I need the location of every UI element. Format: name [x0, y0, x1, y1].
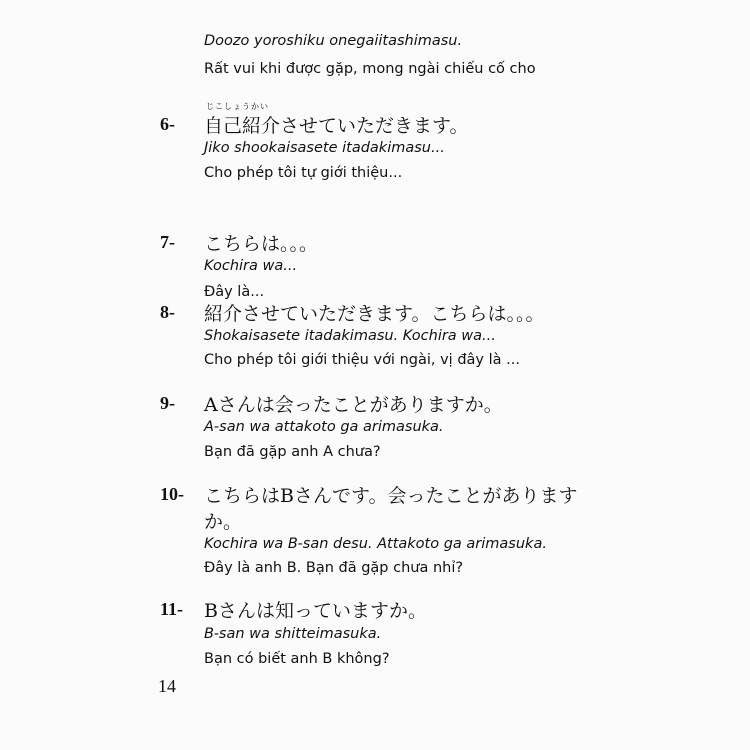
romaji-text: Shokaisasete itadakimasu. Kochira wa... — [204, 328, 496, 344]
romaji-text: A-san wa attakoto ga arimasuka. — [204, 419, 444, 435]
entry-number: 9- — [160, 393, 175, 413]
entry-number: 6- — [160, 114, 175, 134]
romaji-text: Jiko shookaisasete itadakimasu... — [204, 140, 445, 156]
entry-number: 11- — [160, 599, 184, 619]
vietnamese-text: Cho phép tôi tự giới thiệu... — [204, 165, 403, 181]
japanese-text: こちらは。。。 — [204, 233, 319, 255]
entry-number: 10- — [160, 484, 184, 504]
entry-number: 8- — [160, 302, 175, 322]
vietnamese-text: Bạn đã gặp anh A chưa? — [204, 444, 381, 460]
japanese-text: Aさんは会ったことがありますか。 — [204, 394, 503, 416]
furigana: じこしょうかい — [206, 102, 269, 111]
romaji-text: B-san wa shitteimasuka. — [204, 626, 382, 642]
vietnamese-text: Đây là anh B. Bạn đã gặp chưa nhỉ? — [204, 560, 464, 576]
vietnamese-text: Cho phép tôi giới thiệu với ngài, vị đây là ... — [204, 352, 520, 368]
romaji-text: Kochira wa B-san desu. Attakoto ga arimasuka. — [204, 536, 547, 552]
romaji-text: Kochira wa... — [204, 258, 298, 274]
japanese-text-line-1: こちらはBさんです。会ったことがあります — [204, 485, 578, 507]
page-number: 14 — [158, 676, 176, 696]
japanese-text: 自己紹介させていただきます。 — [204, 115, 469, 137]
japanese-text: 紹介させていただきます。こちらは。。。 — [204, 303, 545, 325]
vietnamese-text: Đây là... — [204, 284, 265, 300]
entry-number: 7- — [160, 232, 175, 252]
japanese-text: Bさんは知っていますか。 — [204, 600, 427, 622]
vietnamese-text: Bạn có biết anh B không? — [204, 651, 390, 667]
intro-vietnamese: Rất vui khi được gặp, mong ngài chiếu cố cho — [204, 61, 536, 77]
intro-romaji: Doozo yoroshiku onegaiitashimasu. — [204, 33, 463, 49]
japanese-text-line-2: か。 — [204, 511, 243, 533]
